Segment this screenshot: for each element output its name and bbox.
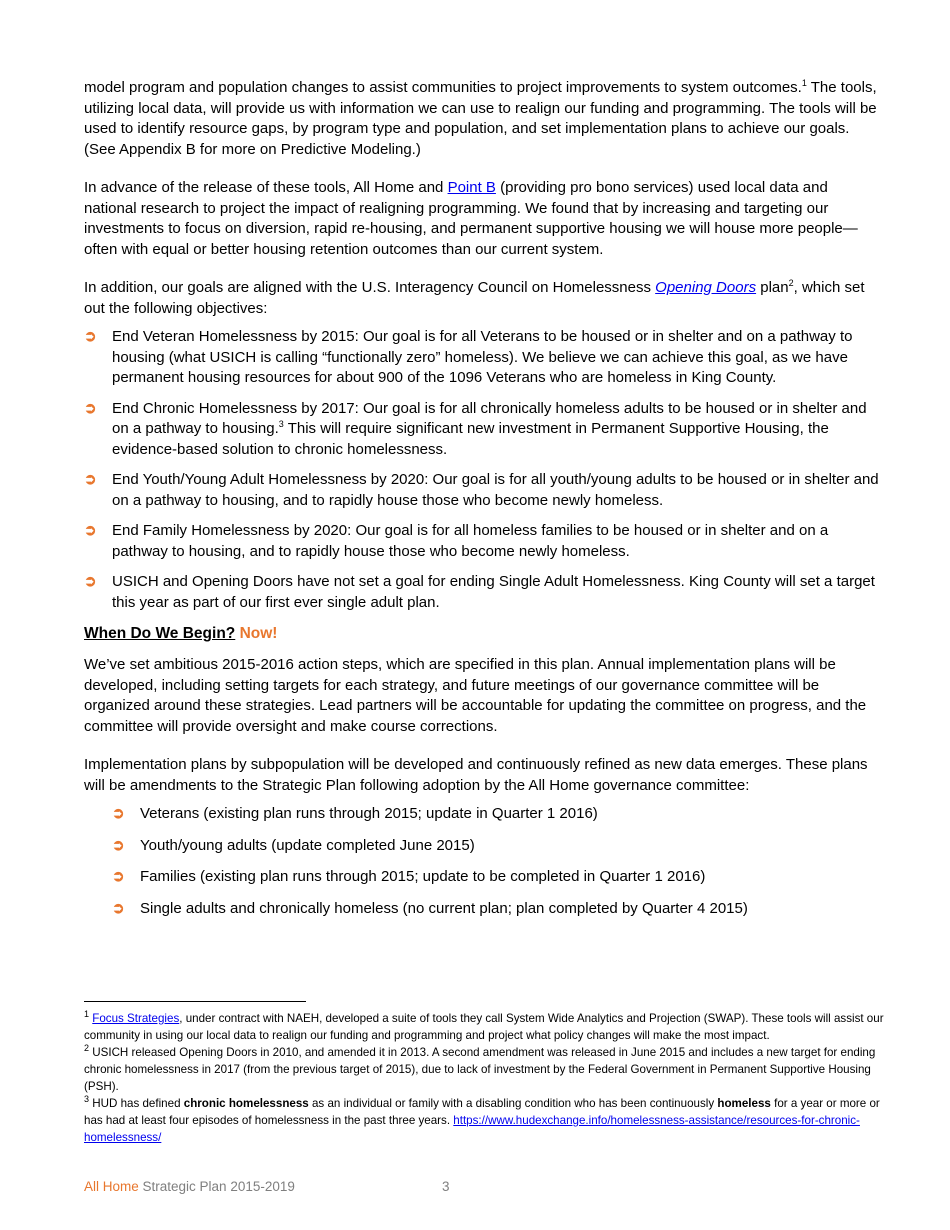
focus-strategies-link[interactable]: Focus Strategies — [92, 1012, 180, 1025]
objective-text: End Veteran Homelessness by 2015: Our goal is for all Veterans to be housed or in shelter and on a pathway to housing (what USICH is calling “functionally zero” homeless). We believe we can achieve this goal, as we have permanent housing resources for about 900 of the 1096 Veterans who are homeless in King County. — [112, 328, 853, 386]
intro-p3-text-a: In addition, our goals are aligned with the U.S. Interagency Council on Homelessness — [84, 279, 656, 296]
section-heading-now: Now! — [239, 625, 278, 642]
footnote-1-number: 1 — [84, 1009, 90, 1020]
footnote-divider — [84, 1001, 306, 1002]
footnote-3-bold-2: homeless — [717, 1097, 771, 1110]
footnote-1 — [84, 1010, 884, 1044]
section-heading — [84, 625, 884, 643]
footer-title: Strategic Plan 2015-2019 — [138, 1179, 295, 1194]
intro-p3-text-b: plan — [756, 279, 789, 296]
arrow-right-icon: ➲ — [84, 573, 97, 590]
subplan-text: Veterans (existing plan runs through 2015; update in Quarter 1 2016) — [140, 805, 598, 822]
footnote-ref-2[interactable]: 2 — [788, 278, 794, 288]
subplan-text: Single adults and chronically homeless (no current plan; plan completed by Quarter 4 2015) — [140, 899, 748, 917]
arrow-right-icon: ➲ — [84, 399, 97, 417]
footnote-1-text: , under contract with NAEH, developed a suite of tools they call System Wide Analytics and Projection (SWAP). These tools will assist our community in using our local data to realign our funding and programming and project what policy changes will make the most impact. — [84, 1012, 884, 1042]
footnote-3-bold-1: chronic homelessness — [183, 1097, 309, 1110]
subplan-item — [112, 836, 884, 857]
objective-text-rest: This will require significant new investment in Permanent Supportive Housing, the evidence-based solution to chronic homelessness. — [112, 420, 829, 458]
footnote-3 — [84, 1095, 884, 1146]
arrow-right-icon: ➲ — [84, 522, 97, 539]
arrow-right-icon: ➲ — [112, 899, 125, 917]
footnote-3-number: 3 — [84, 1094, 90, 1105]
page-footer — [84, 1179, 450, 1194]
arrow-right-icon: ➲ — [112, 836, 125, 854]
intro-paragraph-1 — [84, 78, 884, 160]
objective-chronic — [84, 399, 884, 461]
intro-p2-text-b: (providing pro bono services) used local data and national research to project the impact of realigning programming. We found that by increasing and targeting our investments to focus on diversion, rapid re-housing, and permanent supportive housing we will house more people—often with equal or better housing retention outcomes than our current system. — [84, 179, 858, 258]
subplan-text: Youth/young adults (update completed June 2015) — [140, 836, 475, 854]
subplan-text: Families (existing plan runs through 2015; update to be completed in Quarter 1 2016) — [140, 868, 706, 885]
footer-brand: All Home — [84, 1179, 139, 1194]
subplans-list — [84, 804, 884, 919]
footnote-ref-3[interactable]: 3 — [278, 419, 284, 429]
intro-p1-rest: The tools, utilizing local data, will provide us with information we can use to realign our funding and programming. The tools will be used to identify resource gaps, by program type and population, and set implementation plans to achieve our goals. (See Appendix B for more on Predictive Modeling.) — [84, 79, 877, 158]
section-paragraph-2: Implementation plans by subpopulation will be developed and continuously refined as new data emerges. These plans will be amendments to the Strategic Plan following adoption by the All Home governance committee: — [84, 756, 868, 794]
section-heading-text: When Do We Begin? — [84, 625, 236, 642]
arrow-right-icon: ➲ — [112, 868, 125, 885]
objective-text: USICH and Opening Doors have not set a goal for ending Single Adult Homelessness. King County will set a target this year as part of our first ever single adult plan. — [112, 573, 875, 611]
intro-p3-text-c: , which set out the following objectives: — [84, 279, 865, 317]
objective-family — [84, 521, 884, 562]
hud-exchange-link[interactable]: https://www.hudexchange.info/homelessness-assistance/resources-for-chronic-homelessness/ — [84, 1114, 860, 1144]
footnote-3-text-b: as an individual or family with a disabling condition who has been continuously — [308, 1097, 718, 1110]
page-body — [84, 78, 884, 930]
arrow-right-icon: ➲ — [84, 328, 97, 345]
intro-p2-text-a: In advance of the release of these tools, All Home and — [84, 179, 448, 196]
footnote-2-number: 2 — [84, 1043, 90, 1054]
objective-youth — [84, 470, 884, 511]
intro-paragraph-2 — [84, 178, 884, 260]
page-number: 3 — [442, 1179, 450, 1194]
intro-p1-text: model program and population changes to assist communities to project improvements to system outcomes. — [84, 79, 802, 96]
objective-text: End Family Homelessness by 2020: Our goal is for all homeless families to be housed or in shelter and on a pathway to housing, and to rapidly house those who become newly homeless. — [112, 522, 829, 560]
objective-single-adult — [84, 572, 884, 613]
arrow-right-icon: ➲ — [84, 471, 97, 488]
footnote-3-text-a: HUD has defined — [89, 1097, 184, 1110]
point-b-link[interactable]: Point B — [447, 179, 496, 196]
subplan-item — [112, 804, 884, 825]
footnote-2-text: USICH released Opening Doors in 2010, and amended it in 2013. A second amendment was released in June 2015 and includes a new target for ending chronic homelessness in 2017 (from the previous target of 2015), due to lack of investment by the Federal Government in Permanent Supportive Housing (PSH). — [84, 1046, 876, 1093]
objective-text: End Chronic Homelessness by 2017: Our goal is for all chronically homeless adults to be housed or in shelter and on a pathway to housing. — [112, 399, 867, 437]
subplan-item — [112, 899, 884, 920]
footnote-2 — [84, 1044, 884, 1095]
subplan-item — [112, 867, 884, 888]
footnotes — [84, 1010, 884, 1146]
opening-doors-link[interactable]: Opening Doors — [655, 279, 757, 296]
arrow-right-icon: ➲ — [112, 805, 125, 822]
objective-text: End Youth/Young Adult Homelessness by 2020: Our goal is for all youth/young adults to be housed or in shelter and on a pathway to housing, and to rapidly house those who become newly homeless. — [112, 471, 879, 509]
footnote-3-text-c: for a year or more or has had at least four episodes of homelessness in the past three years. — [84, 1097, 880, 1127]
intro-paragraph-3 — [84, 278, 884, 319]
objectives-list — [84, 327, 884, 613]
objective-veteran — [84, 327, 884, 389]
section-paragraph-1: We’ve set ambitious 2015-2016 action steps, which are specified in this plan. Annual implementation plans will be developed, including setting targets for each strategy, and future meetings of our governance committee will be organized around these strategies. Lead partners will be accountable for updating the committee on progress, and the committee will provide oversight and make course corrections. — [84, 656, 867, 735]
footnote-ref-1[interactable]: 1 — [801, 78, 807, 88]
